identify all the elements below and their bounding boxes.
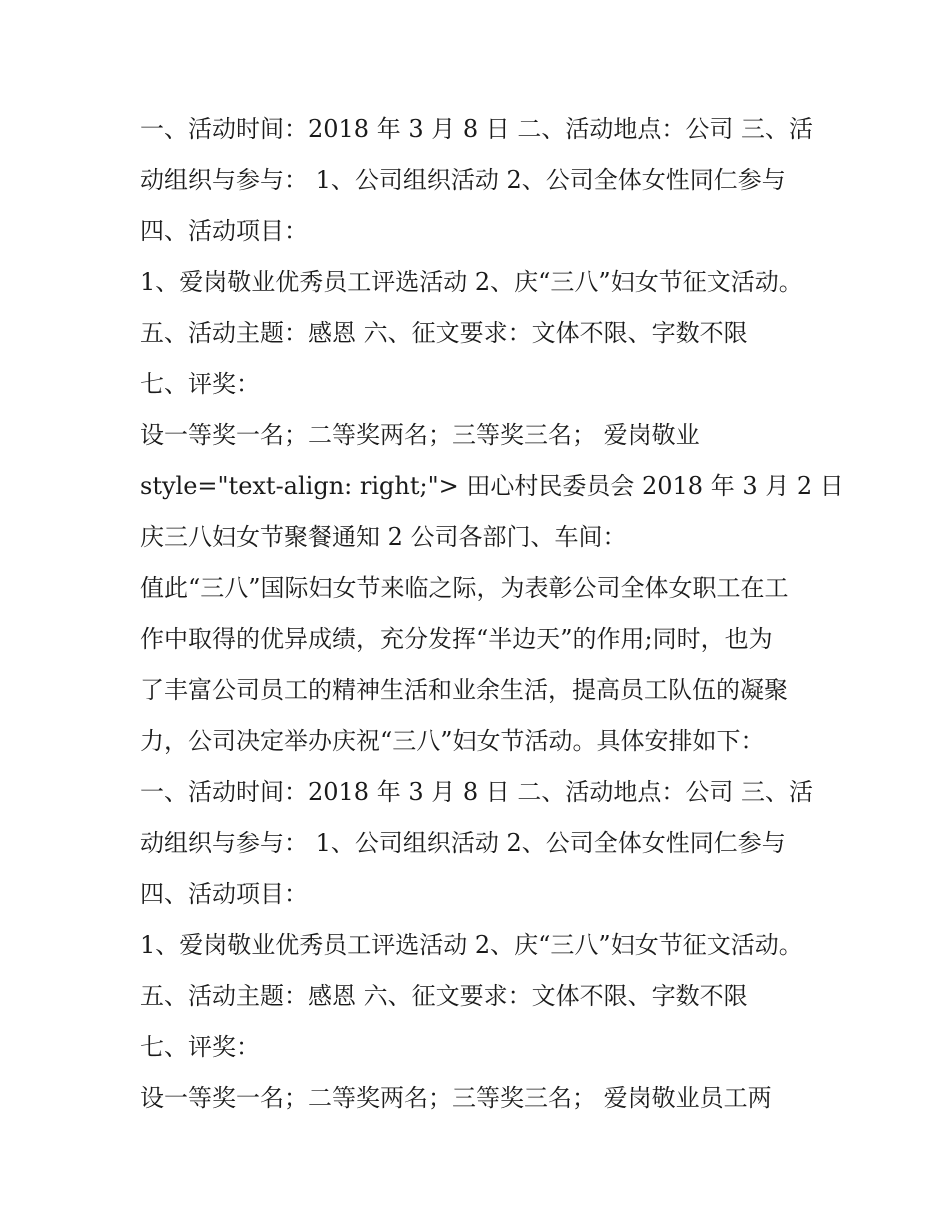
text-line: 庆三八妇女节聚餐通知 2 公司各部门、车间： xyxy=(140,523,627,551)
text-line: 1、爱岗敬业优秀员工评选活动 2、庆“三八”妇女节征文活动。 xyxy=(140,268,803,296)
text-line: 力，公司决定举办庆祝“三八”妇女节活动。具体安排如下： xyxy=(140,727,765,755)
text-line: 了丰富公司员工的精神生活和业余生活，提高员工队伍的凝聚 xyxy=(140,676,788,704)
text-line: style="text-align: right;"> 田心村民委员会 2018 年 3 月 2 日 xyxy=(140,472,844,500)
text-line: 设一等奖一名；二等奖两名；三等奖三名； 爱岗敬业员工两 xyxy=(140,1084,772,1112)
text-line: 一、活动时间：2018 年 3 月 8 日 二、活动地点：公司 三、活 xyxy=(140,115,814,143)
text-line: 五、活动主题：感恩 六、征文要求：文体不限、字数不限 xyxy=(140,319,748,347)
text-line: 一、活动时间：2018 年 3 月 8 日 二、活动地点：公司 三、活 xyxy=(140,778,814,806)
text-line: 设一等奖一名；二等奖两名；三等奖三名； 爱岗敬业 xyxy=(140,421,700,449)
text-line: 四、活动项目： xyxy=(140,217,308,245)
text-line: 动组织与参与： 1、公司组织活动 2、公司全体女性同仁参与 xyxy=(140,829,786,857)
text-line: 七、评奖： xyxy=(140,1033,260,1061)
text-line: 值此“三八”国际妇女节来临之际，为表彰公司全体女职工在工 xyxy=(140,574,789,602)
document-body xyxy=(140,104,844,1124)
text-line: 五、活动主题：感恩 六、征文要求：文体不限、字数不限 xyxy=(140,982,748,1010)
text-line: 动组织与参与： 1、公司组织活动 2、公司全体女性同仁参与 xyxy=(140,166,786,194)
text-line: 四、活动项目： xyxy=(140,880,308,908)
text-line: 七、评奖： xyxy=(140,370,260,398)
text-line: 1、爱岗敬业优秀员工评选活动 2、庆“三八”妇女节征文活动。 xyxy=(140,931,803,959)
text-line: 作中取得的优异成绩，充分发挥“半边天”的作用;同时，也为 xyxy=(140,625,773,653)
